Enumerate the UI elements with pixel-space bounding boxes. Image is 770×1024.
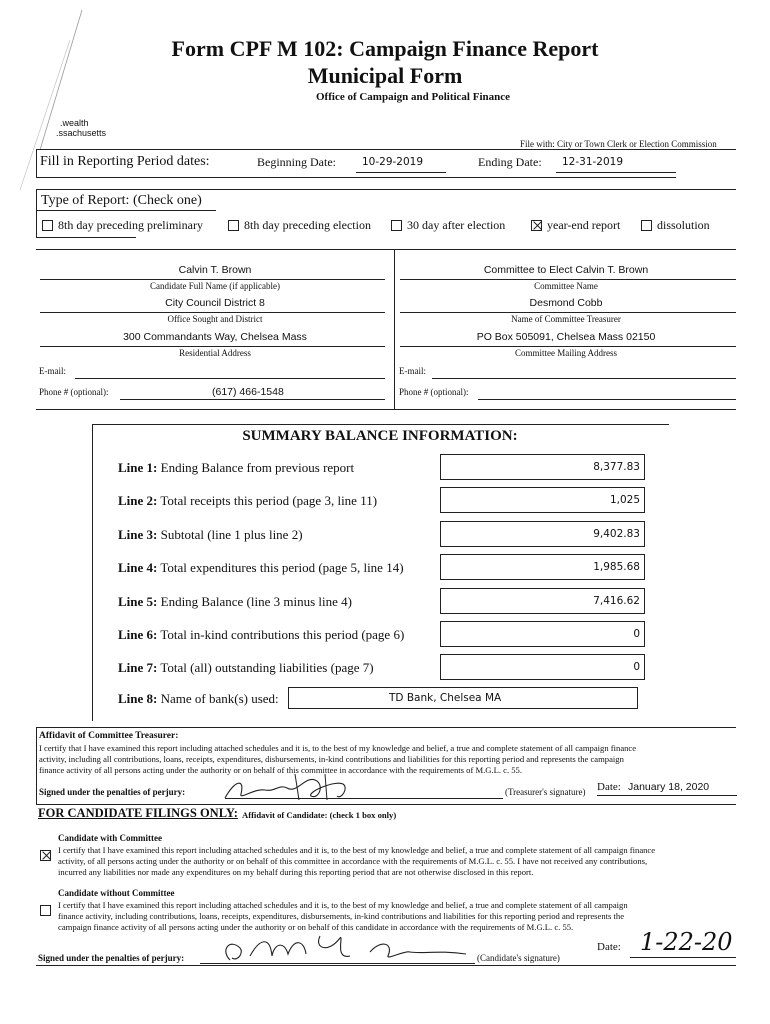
seal-text-1: .wealth xyxy=(60,118,89,128)
summary-line-2-label xyxy=(118,493,377,509)
candidate-signature-caption: (Candidate's signature) xyxy=(477,953,560,963)
summary-line-5-label xyxy=(118,594,352,610)
option-dissolution: dissolution xyxy=(657,218,710,232)
margin-stray-lines xyxy=(0,0,120,200)
without-committee-line-2: finance activity, including contributions, loans, receipts, expenditures, disbursements, in-kind contributions and liabilities for this reporting period and represents the xyxy=(58,911,625,921)
ending-date-value[interactable]: 12-31-2019 xyxy=(562,156,624,168)
committee-mailing-address-caption: Committee Mailing Address xyxy=(515,348,617,358)
summary-line-3-label xyxy=(118,527,303,543)
office-name: Office of Campaign and Political Finance xyxy=(316,91,511,103)
candidate-filings-heading: FOR CANDIDATE FILINGS ONLY: xyxy=(38,806,238,820)
file-with-note: File with: City or Town Clerk or Election Commission xyxy=(520,139,717,149)
summary-line-3-text: Subtotal (line 1 plus line 2) xyxy=(160,527,303,542)
candidate-name-caption: Candidate Full Name (if applicable) xyxy=(150,281,280,291)
treasurer-signed-label: Signed under the penalties of perjury: xyxy=(39,787,186,797)
checkbox-30-day-after[interactable] xyxy=(391,220,402,231)
candidate-email-label: E-mail: xyxy=(39,366,66,376)
treasurer-name-caption: Name of Committee Treasurer xyxy=(511,314,621,324)
checkbox-candidate-without-committee[interactable] xyxy=(40,905,51,916)
summary-line-4-value[interactable]: 1,985.68 xyxy=(440,554,645,580)
form-title: Form CPF M 102: Campaign Finance Report xyxy=(171,36,599,61)
seal-text-2: .ssachusetts xyxy=(56,128,107,138)
summary-line-2-text: Total receipts this period (page 3, line 11) xyxy=(160,493,378,508)
summary-line-2-value[interactable]: 1,025 xyxy=(440,487,645,513)
summary-line-5-num: Line 5: xyxy=(118,594,158,609)
summary-line-3-value[interactable]: 9,402.83 xyxy=(440,521,645,547)
treasurer-date-value[interactable]: January 18, 2020 xyxy=(628,781,710,793)
option-30-day-after: 30 day after election xyxy=(407,218,506,232)
option-8th-day-election: 8th day preceding election xyxy=(244,218,371,232)
line-8-bank-field[interactable]: TD Bank, Chelsea MA xyxy=(288,687,638,709)
form-subtitle: Municipal Form xyxy=(307,63,463,88)
treasurer-affidavit-line-2: activity, including all contributions, loans, receipts, expenditures, disbursements, in-kind contributions and liabilities for this reporting period and represents the campaign xyxy=(39,754,624,764)
candidate-signature[interactable] xyxy=(210,930,480,966)
summary-line-7-value[interactable]: 0 xyxy=(440,654,645,680)
candidate-date-value[interactable]: 1-22-20 xyxy=(640,928,733,956)
office-sought[interactable]: City Council District 8 xyxy=(165,297,265,309)
treasurer-affidavit-line-3: finance activity of all persons acting under the authority or on behalf of this committee in accordance with the requirements of M.G.L. c. 55. xyxy=(39,765,523,775)
checkbox-dissolution[interactable] xyxy=(641,220,652,231)
summary-line-6-text: Total in-kind contributions this period (page 6) xyxy=(160,627,405,642)
without-committee-line-1: I certify that I have examined this report including attached schedules and it is, to the best of my knowledge and belief, a true and complete statement of all campaign xyxy=(58,900,628,910)
committee-mailing-address[interactable]: PO Box 505091, Chelsea Mass 02150 xyxy=(476,331,656,343)
period-label: Fill in Reporting Period dates: xyxy=(40,154,210,169)
checkbox-year-end-report[interactable] xyxy=(531,220,542,231)
summary-line-5-value[interactable]: 7,416.62 xyxy=(440,588,645,614)
candidate-signed-label: Signed under the penalties of perjury: xyxy=(38,953,185,963)
summary-line-1-num: Line 1: xyxy=(118,460,158,475)
summary-line-2-num: Line 2: xyxy=(118,493,158,508)
summary-line-4-text: Total expenditures this period (page 5, line 14) xyxy=(160,560,404,575)
with-committee-title: Candidate with Committee xyxy=(58,833,162,843)
beginning-date-label: Beginning Date: xyxy=(257,155,336,169)
summary-line-1-text: Ending Balance from previous report xyxy=(160,460,355,475)
committee-name[interactable]: Committee to Elect Calvin T. Brown xyxy=(483,264,649,276)
summary-line-4-num: Line 4: xyxy=(118,560,158,575)
summary-line-6-value[interactable]: 0 xyxy=(440,621,645,647)
treasurer-affidavit-line-1: I certify that I have examined this report including attached schedules and it is, to the best of my knowledge and belief, a true and complete statement of all campaign finance xyxy=(39,743,637,753)
candidate-phone-label: Phone # (optional): xyxy=(39,387,109,397)
summary-line-6-label xyxy=(118,627,404,643)
option-year-end-report: year-end report xyxy=(547,218,621,232)
summary-line-7-label xyxy=(118,660,374,676)
committee-name-caption: Committee Name xyxy=(534,281,598,291)
option-8th-day-preliminary: 8th day preceding preliminary xyxy=(58,218,203,232)
summary-line-1-value[interactable]: 8,377.83 xyxy=(440,454,645,480)
with-committee-line-1: I certify that I have examined this report including attached schedules and it is, to the best of my knowledge and belief, a true and complete statement of all campaign finance xyxy=(58,845,656,855)
report-type-label: Type of Report: (Check one) xyxy=(41,193,202,208)
treasurer-name[interactable]: Desmond Cobb xyxy=(529,297,603,309)
committee-phone-label: Phone # (optional): xyxy=(399,387,469,397)
without-committee-title: Candidate without Committee xyxy=(58,888,175,898)
with-committee-line-2: activity, of all persons acting under the authority or on behalf of this committee in accordance with the requirements of M.G.L. c. 55. I have not received any contributions, xyxy=(58,856,648,866)
residential-address[interactable]: 300 Commandants Way, Chelsea Mass xyxy=(123,331,307,343)
summary-line-7-text: Total (all) outstanding liabilities (page 7) xyxy=(160,660,374,675)
committee-email-label: E-mail: xyxy=(399,366,426,376)
summary-line-6-num: Line 6: xyxy=(118,627,158,642)
ending-date-label: Ending Date: xyxy=(478,155,542,169)
line-8-text: Name of bank(s) used: xyxy=(160,691,279,706)
checkbox-8th-day-election[interactable] xyxy=(228,220,239,231)
without-committee-line-3: campaign finance activity of all persons acting under the authority or on behalf of this candidate in accordance with the requirements of M.G.L. c. 55. xyxy=(58,922,574,932)
beginning-date-value[interactable]: 10-29-2019 xyxy=(362,156,424,168)
candidate-name[interactable]: Calvin T. Brown xyxy=(178,264,252,276)
treasurer-date-label: Date: xyxy=(597,781,621,793)
summary-line-1-label xyxy=(118,460,354,476)
with-committee-line-3: incurred any liabilities nor made any expenditures on my behalf during this reporting period that are not otherwise disclosed in this report. xyxy=(58,867,534,877)
summary-line-5-text: Ending Balance (line 3 minus line 4) xyxy=(160,594,352,609)
residential-address-caption: Residential Address xyxy=(179,348,251,358)
line-8-label xyxy=(118,691,279,707)
summary-title: SUMMARY BALANCE INFORMATION: xyxy=(242,428,518,444)
summary-line-7-num: Line 7: xyxy=(118,660,158,675)
summary-line-4-label xyxy=(118,560,404,576)
line-8-num: Line 8: xyxy=(118,691,158,706)
summary-line-3-num: Line 3: xyxy=(118,527,158,542)
candidate-phone[interactable]: (617) 466-1548 xyxy=(212,386,284,398)
checkbox-candidate-with-committee[interactable] xyxy=(40,850,51,861)
treasurer-signature-caption: (Treasurer's signature) xyxy=(505,787,586,797)
candidate-date-label: Date: xyxy=(597,941,621,953)
office-sought-caption: Office Sought and District xyxy=(167,314,263,324)
treasurer-signature[interactable] xyxy=(215,770,365,806)
treasurer-affidavit-heading: Affidavit of Committee Treasurer: xyxy=(39,731,179,741)
candidate-filings-subheading: Affidavit of Candidate: (check 1 box only) xyxy=(242,810,397,820)
checkbox-8th-day-preliminary[interactable] xyxy=(42,220,53,231)
